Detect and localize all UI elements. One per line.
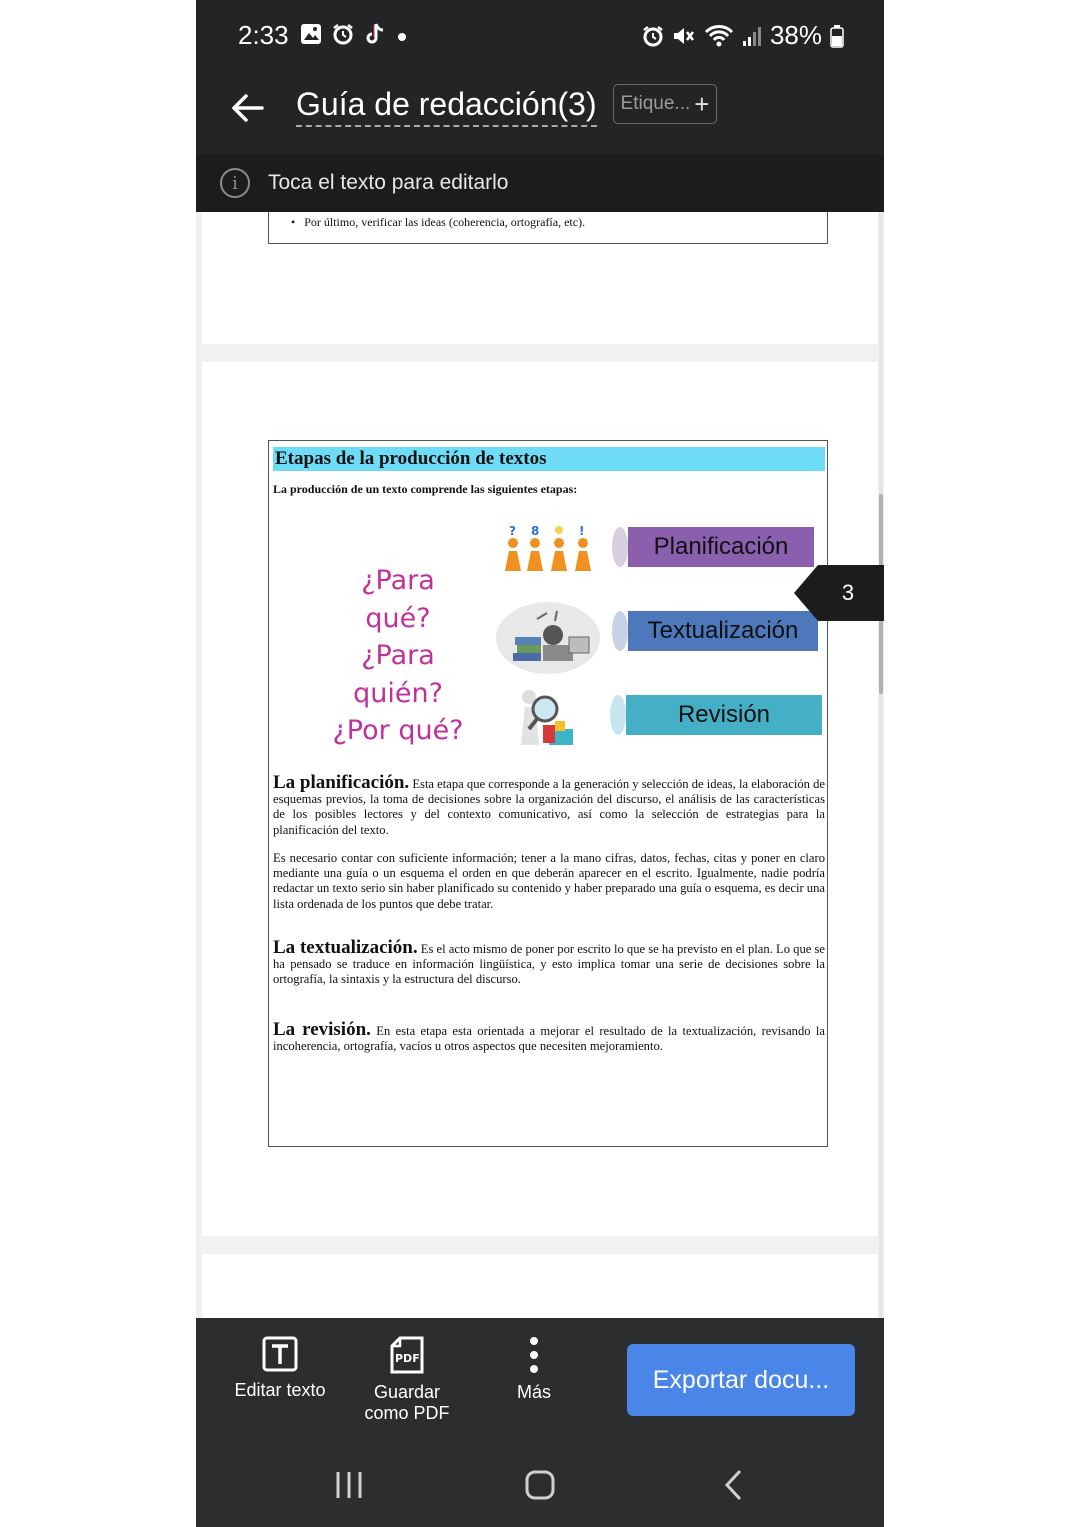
text-box [268, 212, 828, 244]
stage-cap [612, 527, 628, 567]
export-document-button[interactable]: Exportar docu... [627, 1344, 855, 1416]
paragraph-textualizacion[interactable] [273, 937, 825, 988]
document-page-next[interactable] [202, 1254, 878, 1318]
signal-icon [742, 25, 762, 47]
paragraph-body: Es necesario contar con suficiente información; tener a la mano cifras, datos, fechas, citas y poner en claro mediante una guía o un esquema el orden en que deberán aparecer en el escrito. Igualmente, nadie podría redactar un texto serio sin haber planificado su contenido y haber preparado una guía o esquema, es decir una lista ordenada de los puntos que debe tratar. [273, 851, 825, 911]
paragraph-body: En esta etapa esta orientada a mejorar el resultado de la textualización, revisando la incoherencia, ortografía, vacíos u otros aspectos que necesiten mejoramiento. [273, 1024, 825, 1054]
back-arrow-icon[interactable] [230, 90, 266, 126]
paragraph-lead: La planificación. [273, 772, 410, 793]
more-button[interactable] [502, 1336, 566, 1403]
gallery-icon [300, 23, 322, 45]
stage-bar: Revisión [626, 695, 822, 735]
bottom-toolbar [196, 1318, 884, 1440]
plus-icon: + [694, 88, 710, 119]
home-icon[interactable] [525, 1470, 555, 1500]
paragraph-lead: La revisión. [273, 1019, 371, 1040]
scrollbar-track[interactable] [879, 212, 883, 1318]
hint-text: Toca el texto para editarlo [268, 171, 509, 194]
edit-text-button[interactable] [234, 1336, 326, 1401]
wifi-icon [704, 24, 734, 48]
save-pdf-label-1: Guardar [373, 1382, 441, 1402]
question-line: quién? [353, 677, 443, 709]
edit-hint-bar [196, 154, 884, 212]
section-heading[interactable]: Etapas de la producción de textos [273, 447, 825, 471]
status-time: 2:33 [238, 20, 289, 50]
more-label: Más [516, 1382, 551, 1402]
stage-textualizacion[interactable] [612, 611, 820, 651]
tag-label: Etique... [620, 93, 691, 114]
svg-text:?: ? [509, 525, 516, 538]
status-left-icons [300, 22, 408, 46]
add-tag-button[interactable] [613, 84, 717, 124]
recent-apps-icon[interactable] [334, 1470, 364, 1500]
save-pdf-button[interactable] [362, 1336, 452, 1424]
alarm-icon [332, 23, 354, 45]
paragraph-body: Es el acto mismo de poner por escrito lo que se ha previsto en el plan. Lo que se ha pensado se traduce en información lingüística, y esto implica tomar una serie de decisiones sobre la ortografía, la sintaxis y la estructura del discurso. [273, 942, 825, 987]
alarm-icon [642, 25, 664, 47]
svg-text:!: ! [579, 525, 585, 538]
question-line: qué? [365, 602, 431, 634]
thinking-people-illustration [495, 525, 599, 575]
status-bar [196, 0, 884, 72]
stage-planificacion[interactable] [612, 527, 816, 567]
svg-text:8: 8 [531, 525, 540, 538]
document-title[interactable]: Guía de redacción(3) [296, 86, 597, 127]
stage-bar: Textualización [628, 611, 818, 651]
content-frame [268, 440, 828, 1147]
bullet-item[interactable]: • Por último, verificar las ideas (coherencia, ortografía, etc). [291, 215, 586, 229]
info-icon: i [220, 168, 250, 198]
battery-icon [830, 24, 844, 48]
paragraph-planificacion-2[interactable] [273, 851, 825, 912]
writing-person-illustration [495, 601, 601, 675]
page-number: 3 [841, 580, 855, 605]
paragraph-planificacion[interactable] [273, 772, 825, 838]
stage-revision[interactable] [610, 695, 824, 735]
document-page-current[interactable] [202, 362, 878, 1236]
tiktok-icon [364, 22, 386, 46]
system-nav-bar [196, 1440, 884, 1527]
paragraph-lead: La textualización. [273, 937, 418, 958]
more-vert-icon [528, 1336, 540, 1374]
paragraph-revision[interactable] [273, 1019, 825, 1054]
stage-cap [612, 611, 628, 651]
back-icon[interactable] [722, 1468, 746, 1502]
pdf-icon [390, 1336, 424, 1374]
stage-cap [610, 695, 626, 735]
status-right [642, 20, 844, 51]
dot-icon [396, 23, 408, 45]
phone-screen [196, 0, 884, 1527]
question-line: ¿Por qué? [332, 715, 464, 746]
battery-percent: 38% [769, 20, 822, 50]
edit-text-label: Editar texto [234, 1380, 326, 1400]
save-pdf-label-2: como PDF [364, 1403, 450, 1423]
mute-icon [672, 25, 696, 47]
page-indicator [794, 565, 884, 621]
questions-text[interactable] [315, 562, 481, 750]
question-line: ¿Para [361, 565, 435, 596]
text-edit-icon [262, 1336, 298, 1372]
intro-text[interactable]: La producción de un texto comprende las siguientes etapas: [273, 482, 578, 496]
document-page-previous[interactable] [202, 212, 878, 344]
stage-bar: Planificación [628, 527, 814, 567]
magnifier-illustration [509, 685, 581, 751]
question-line: ¿Para [361, 640, 435, 671]
paragraph-body: Esta etapa que corresponde a la generación y selección de ideas, la elaboración de esquemas previos, la toma de decisiones sobre la organización del discurso, el análisis de las características de los posibles lectores y del contexto comunicativo, así como la selección de estrategias para la planificación del texto. [273, 777, 825, 837]
app-bar [196, 72, 884, 154]
svg-text:PDF: PDF [395, 1352, 420, 1365]
